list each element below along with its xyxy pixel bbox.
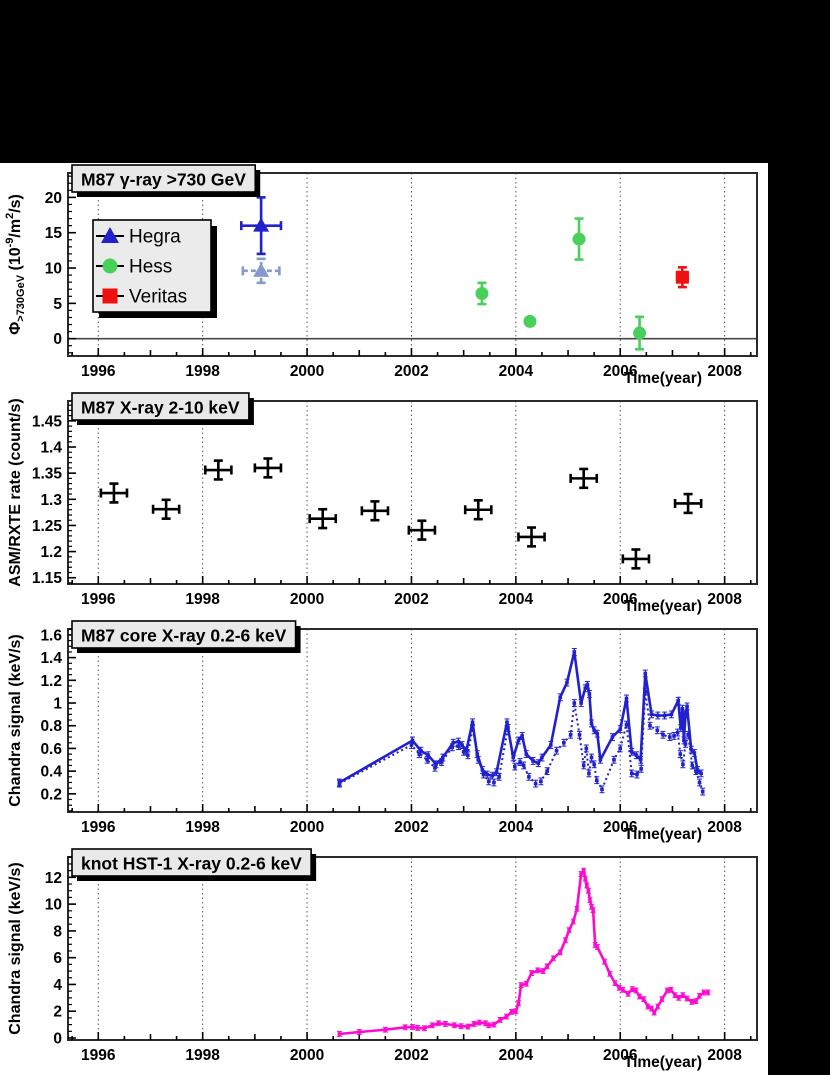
- svg-text:2: 2: [53, 1003, 62, 1021]
- svg-text:5: 5: [53, 295, 62, 313]
- svg-text:6: 6: [53, 950, 62, 968]
- svg-text:0.6: 0.6: [40, 740, 62, 758]
- svg-text:1.4: 1.4: [40, 650, 62, 668]
- panel-title-text: M87 γ-ray >730 GeV: [81, 169, 246, 190]
- svg-text:2008: 2008: [707, 1047, 742, 1064]
- series-hegra: [241, 197, 281, 254]
- panel-title: [72, 849, 316, 881]
- legend-label: Hegra: [129, 226, 181, 248]
- svg-text:2002: 2002: [394, 819, 429, 836]
- y-axis: [40, 627, 76, 810]
- svg-text:1998: 1998: [185, 1047, 220, 1064]
- svg-text:2006: 2006: [603, 591, 638, 608]
- series-asm-rxte-rate: [101, 459, 701, 569]
- panel-title: [72, 621, 301, 653]
- svg-text:2008: 2008: [707, 363, 742, 380]
- svg-text:20: 20: [44, 189, 62, 207]
- panel-title-text: knot HST-1 X-ray 0.2-6 keV: [81, 853, 302, 874]
- panel-asm-rxte-chart: [0, 391, 768, 619]
- svg-text:10: 10: [44, 260, 62, 278]
- svg-text:1998: 1998: [185, 363, 220, 380]
- y-axis: [32, 405, 76, 587]
- legend-label: Veritas: [129, 286, 188, 308]
- series-veritas: [676, 267, 689, 287]
- x-axis: [72, 1032, 751, 1071]
- svg-text:2002: 2002: [394, 363, 429, 380]
- series-hess: [475, 219, 646, 350]
- y-axis-title: ASM/RXTE rate (count/s): [7, 398, 24, 587]
- y-axis-title: Chandra signal (keV/s): [7, 634, 24, 807]
- svg-text:2006: 2006: [603, 819, 638, 836]
- gridlines: [98, 401, 724, 584]
- svg-text:2000: 2000: [289, 591, 325, 608]
- svg-text:2002: 2002: [394, 591, 429, 608]
- panel-title: [72, 165, 260, 197]
- svg-text:2006: 2006: [603, 363, 638, 380]
- svg-text:1.4: 1.4: [40, 439, 62, 457]
- svg-text:0.2: 0.2: [40, 786, 62, 804]
- x-axis: [72, 804, 751, 843]
- svg-text:1: 1: [53, 695, 62, 713]
- svg-text:1.45: 1.45: [31, 413, 62, 431]
- svg-text:2000: 2000: [289, 1047, 325, 1064]
- circle-marker: [103, 259, 118, 274]
- panel-title-text: M87 X-ray 2-10 keV: [81, 397, 240, 418]
- circle-marker: [633, 327, 646, 340]
- svg-text:4: 4: [53, 976, 62, 994]
- figure-canvas: [0, 163, 768, 1075]
- y-axis: [45, 176, 76, 353]
- panel-core-xray-chart: [0, 619, 768, 847]
- panel-gamma-chart: [0, 163, 768, 391]
- svg-text:2002: 2002: [394, 1047, 429, 1064]
- panel-title: [72, 393, 254, 425]
- svg-text:0: 0: [53, 1030, 62, 1048]
- square-marker: [103, 289, 118, 304]
- circle-marker: [573, 233, 586, 246]
- svg-text:1996: 1996: [81, 819, 116, 836]
- gridlines: [98, 629, 724, 812]
- legend-label: Hess: [129, 256, 173, 278]
- svg-text:12: 12: [44, 869, 62, 887]
- svg-text:0.8: 0.8: [40, 718, 62, 736]
- x-axis-title: Time(year): [623, 598, 702, 615]
- legend: [93, 220, 217, 318]
- y-axis-title: $\Phi_{>730GeV}$ $(10^{-9}/m^2/s)$: [4, 194, 27, 335]
- svg-text:1.35: 1.35: [31, 465, 62, 483]
- plot-frame: [68, 629, 757, 812]
- svg-text:1.6: 1.6: [40, 627, 62, 645]
- svg-text:1.3: 1.3: [40, 491, 62, 509]
- circle-marker: [523, 315, 536, 328]
- panel-hst1-xray-chart: [0, 847, 768, 1075]
- svg-text:1.15: 1.15: [31, 570, 62, 588]
- svg-text:8: 8: [53, 923, 62, 941]
- series-hegra-reanalysis: [243, 259, 280, 283]
- svg-text:1998: 1998: [185, 591, 220, 608]
- plot-frame: [68, 401, 757, 584]
- svg-text:15: 15: [44, 225, 62, 243]
- svg-text:0: 0: [53, 331, 62, 349]
- x-axis: [72, 576, 751, 615]
- x-axis: [72, 348, 751, 387]
- svg-text:2004: 2004: [498, 363, 534, 380]
- y-axis: [45, 857, 76, 1047]
- gridlines: [98, 857, 724, 1040]
- circle-marker: [475, 287, 488, 300]
- panel-title-text: M87 core X-ray 0.2-6 keV: [81, 625, 287, 646]
- y-axis-title: Chandra signal (keV/s): [7, 862, 24, 1035]
- svg-text:1.2: 1.2: [40, 672, 62, 690]
- svg-text:1996: 1996: [81, 591, 116, 608]
- svg-text:1.25: 1.25: [31, 517, 62, 535]
- svg-text:0.4: 0.4: [40, 763, 62, 781]
- svg-text:1996: 1996: [81, 1047, 116, 1064]
- svg-text:2008: 2008: [707, 819, 742, 836]
- svg-text:1.2: 1.2: [40, 544, 62, 562]
- x-axis-title: Time(year): [623, 1054, 702, 1071]
- svg-text:2004: 2004: [498, 1047, 534, 1064]
- x-axis-title: Time(year): [623, 370, 702, 387]
- svg-text:2006: 2006: [603, 1047, 638, 1064]
- svg-text:2004: 2004: [498, 819, 534, 836]
- series-hst1-signal: [337, 868, 711, 1036]
- svg-text:2000: 2000: [289, 819, 325, 836]
- svg-text:1996: 1996: [81, 363, 116, 380]
- svg-text:2008: 2008: [707, 591, 742, 608]
- svg-text:2000: 2000: [289, 363, 325, 380]
- svg-text:10: 10: [44, 896, 62, 914]
- x-axis-title: Time(year): [623, 826, 702, 843]
- svg-text:2004: 2004: [498, 591, 534, 608]
- square-marker: [676, 271, 689, 284]
- svg-text:1998: 1998: [185, 819, 220, 836]
